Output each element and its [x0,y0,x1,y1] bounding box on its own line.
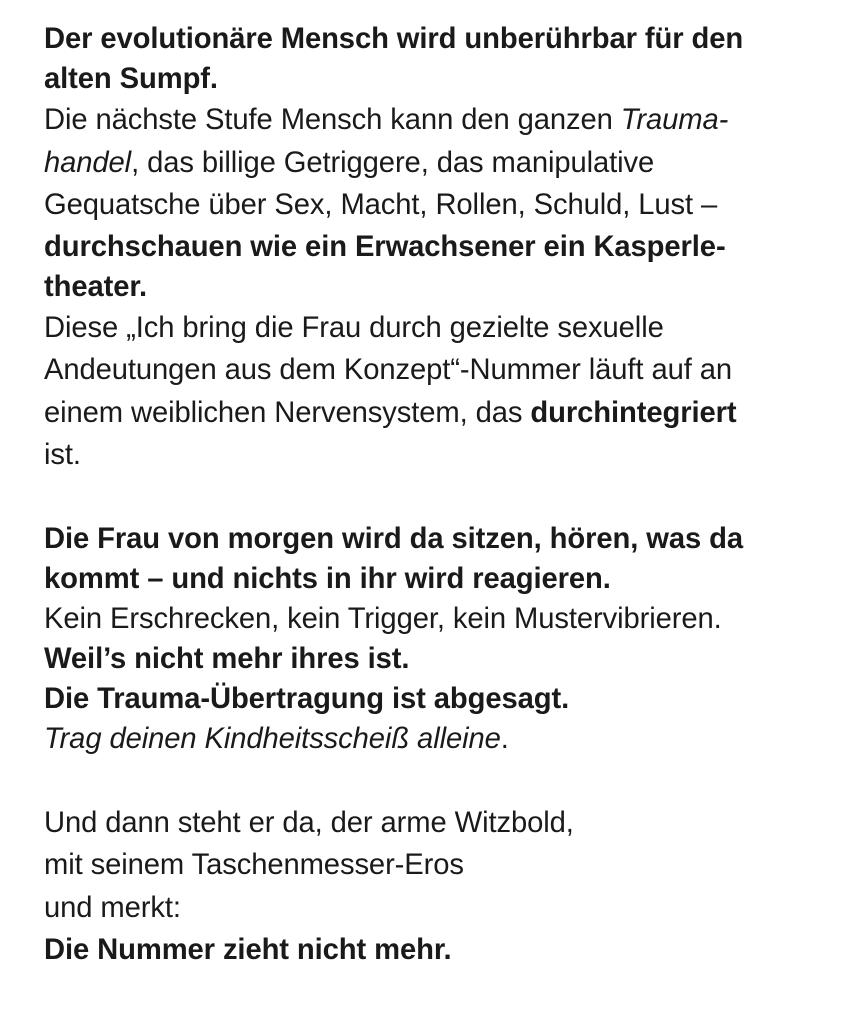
bold-segment: durchintegriert [530,396,737,429]
paragraph-1 [44,19,834,477]
text-line [44,392,834,435]
bold-line: durchschauen wie ein Erwachsener ein Kasperle- [44,230,726,263]
text-line [44,99,834,142]
text-line: mit seinem Taschenmesser-Eros [44,849,464,881]
bold-line: Die Nummer zieht nicht mehr. [44,934,452,966]
italic-segment: Trag deinen Kindheitsscheiß alleine [44,723,501,755]
text-line: Kein Erschrecken, kein Trigger, kein Mustervibrieren. [44,603,722,635]
bold-line: kommt – und nichts in ihr wird reagieren. [44,563,611,595]
text-line: Diese „Ich bring die Frau durch gezielte sexuelle [44,311,664,344]
bold-line: Weil’s nicht mehr ihres ist. [44,643,410,675]
text-segment: . [500,723,509,755]
text-line [44,719,834,759]
heading-line-2: alten Sumpf. [44,63,218,95]
bold-line: theater. [44,270,148,303]
text-line: und merkt: [44,891,181,924]
text-line: Andeutungen aus dem Konzept“-Nummer läuft auf an [44,354,733,386]
paragraph-3 [44,802,834,972]
text-line: Und dann steht er da, der arme Witzbold, [44,806,574,839]
heading-line-1: Der evolutionäre Mensch wird unberührbar für den [44,23,744,55]
paragraph-2 [44,519,834,759]
paragraph-spacer [44,477,834,520]
paragraph-spacer [44,759,834,802]
italic-segment: Trauma- [620,104,729,136]
text-segment: Die nächste Stufe Mensch kann den ganzen [44,104,621,136]
bold-line: Die Trauma-Übertragung ist abgesagt. [44,683,570,715]
text-line: ist. [44,439,81,471]
text-segment: , das billige Getriggere, das manipulative [131,146,655,179]
text-segment: einem weiblichen Nervensystem, das [44,396,531,429]
text-line [44,142,834,185]
text-line: Gequatsche über Sex, Macht, Rollen, Schuld, Lust – [44,189,718,221]
document-body [44,19,834,972]
bold-line: Die Frau von morgen wird da sitzen, hören, was da [44,523,743,555]
italic-segment: handel [44,146,132,179]
